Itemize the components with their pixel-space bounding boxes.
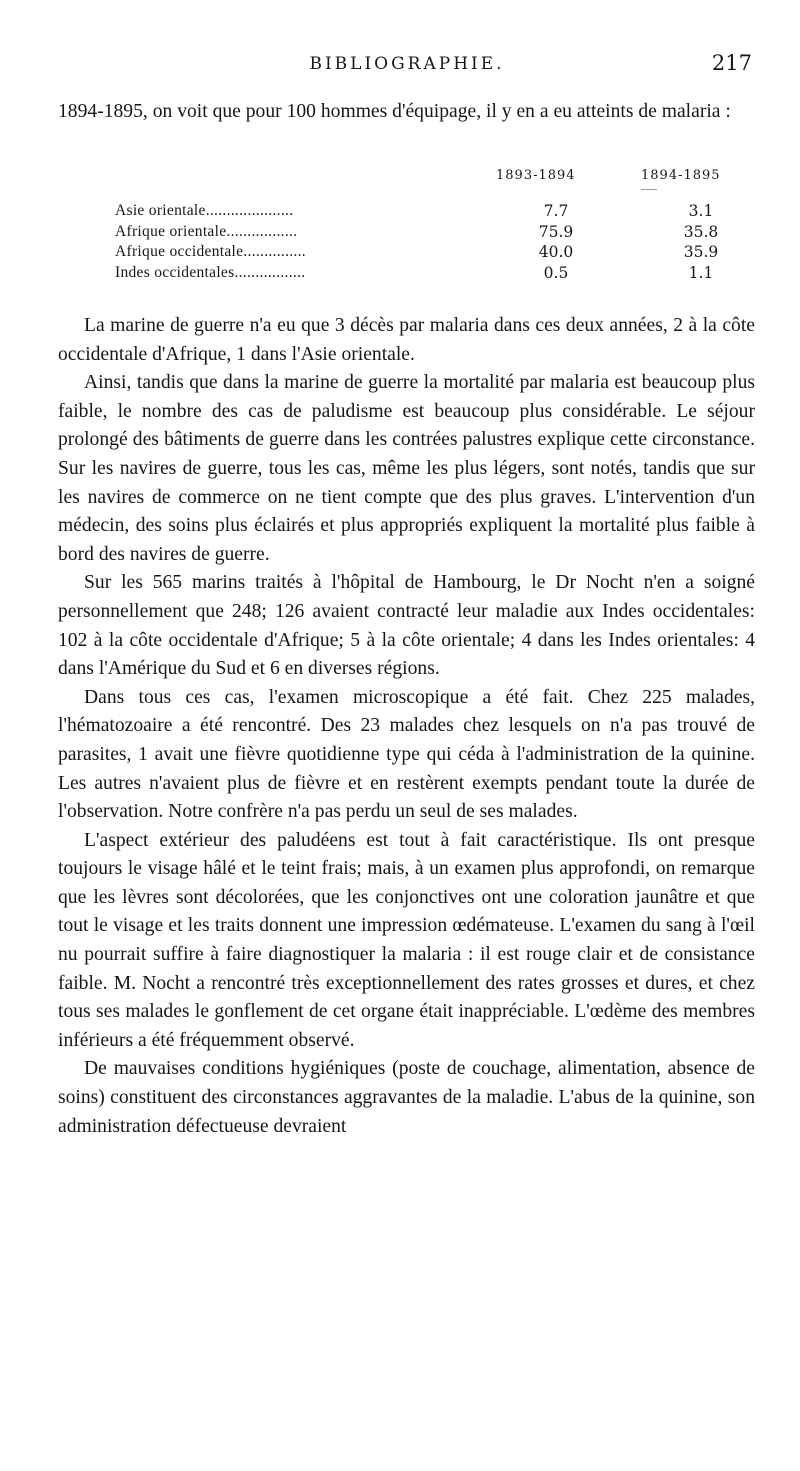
- column-divider: [641, 189, 657, 190]
- cell-1894-1895: 35.9: [683, 243, 719, 261]
- row-label: Asie orientale.....................: [115, 202, 294, 219]
- cell-1893-1894: 7.7: [543, 202, 569, 220]
- row-label: Indes occidentales.................: [115, 263, 306, 281]
- cell-1893-1894: 75.9: [538, 222, 574, 241]
- table-row: [58, 264, 755, 285]
- cell-1894-1895: 1.1: [688, 263, 714, 282]
- body-paragraph: Sur les 565 marins traités à l'hôpital de Hambourg, le Dr Nocht n'en a soigné personnellement que 248; 126 avaient contracté leur maladie aux Indes occidentales: 102 à la côte occidentale d'Afrique; 5 à la côte orientale; 4 dans les Indes orientales: 4 dans l'Amérique du Sud et 6 en diverses régions.: [58, 572, 755, 680]
- row-label: Afrique orientale.................: [115, 222, 298, 240]
- column-header-1893-1894: 1893-1894: [496, 168, 576, 183]
- column-header-1894-1895: 1894-1895: [641, 168, 721, 183]
- table-header: [58, 168, 755, 188]
- table-row: [58, 202, 755, 223]
- running-header: [62, 51, 752, 82]
- body-text: [58, 312, 755, 1141]
- row-label: Afrique occidentale...............: [115, 243, 306, 260]
- table-row: [58, 223, 755, 244]
- cell-1893-1894: 0.5: [543, 263, 569, 282]
- body-paragraph: Dans tous ces cas, l'examen microscopique a été fait. Chez 225 malades, l'hématozoaire a été rencontré. Des 23 malades chez lesquels on n'a pas trouvé de parasites, 1 avait une fièvre quotidienne type qui céda à l'administration de la quinine. Les autres n'avaient plus de fièvre et en restèrent exempts pendant toute la durée de l'observation. Notre confrère n'a pas perdu un seul de ses malades.: [58, 686, 755, 823]
- body-paragraph: Ainsi, tandis que dans la marine de guerre la mortalité par malaria est beaucoup plus faible, le nombre des cas de paludisme est beaucoup plus considérable. Le séjour prolongé des bâtiments de guerre dans les contrées palustres explique cette circonstance. Sur les navires de guerre, tous les cas, même les plus légers, sont notés, tandis que sur les navires de commerce on ne tient compte que des plus graves. L'intervention d'un médecin, des soins plus éclairés et plus appropriés expliquent la mortalité plus faible à bord des navires de guerre.: [58, 372, 755, 565]
- body-paragraph: L'aspect extérieur des paludéens est tout à fait caractéristique. Ils ont presque toujours le visage hâlé et le teint frais; mais, à un examen plus approfondi, on remarque que les lèvres sont décolorées, que les conjonctives ont une coloration jaunâtre et que tout le visage et les traits donnent une impression œdémateuse. L'examen du sang à l'œil nu pourrait suffire à faire diagnostiquer la malaria : il est rouge clair et de consistance faible. M. Nocht a rencontré très exceptionnellement des rates grosses et dures, et chez tous ses malades le gonflement de cet organe était inappréciable. L'œdème des membres inférieurs a été fréquemment observé.: [58, 829, 755, 1051]
- cell-1894-1895: 35.8: [683, 222, 719, 241]
- cell-1893-1894: 40.0: [538, 243, 574, 261]
- malaria-table: [58, 202, 755, 284]
- table-row: [58, 243, 755, 264]
- cell-1894-1895: 3.1: [688, 202, 714, 220]
- body-paragraph: La marine de guerre n'a eu que 3 décès par malaria dans ces deux années, 2 à la côte occidentale d'Afrique, 1 dans l'Asie orientale.: [58, 315, 755, 365]
- intro-paragraph-block: [58, 98, 755, 127]
- body-paragraph: De mauvaises conditions hygiéniques (poste de couchage, alimentation, absence de soins) constituent des circonstances aggravantes de la maladie. L'abus de la quinine, son administration défectueuse devraient: [58, 1058, 755, 1137]
- intro-paragraph: 1894-1895, on voit que pour 100 hommes d'équipage, il y en a eu atteints de malaria :: [58, 101, 731, 122]
- page-number: 217: [711, 51, 752, 75]
- header-title: BIBLIOGRAPHIE.: [309, 54, 505, 74]
